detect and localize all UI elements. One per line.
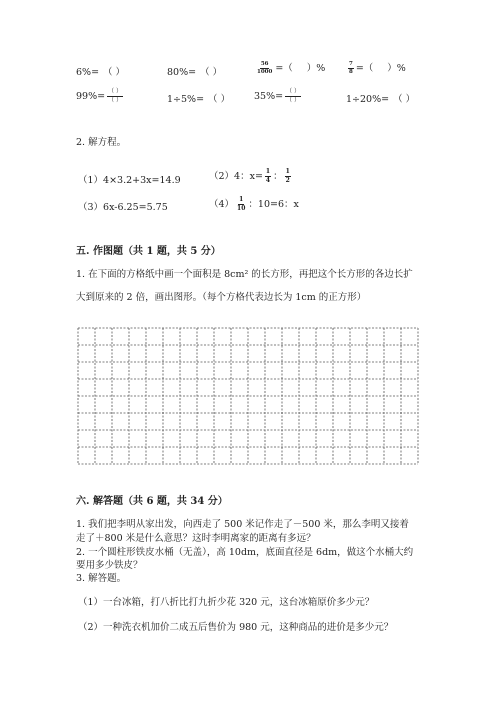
question-3-sub-2: （2）一种洗衣机加价二成五后售价为 980 元，这种商品的进价是多少元？ (78, 622, 394, 633)
section-5-text-1: 1. 在下面的方格纸中画一个面积是 8cm² 的长方形，再把这个长方形的各边长扩 (76, 269, 413, 280)
calc-mid: =（ (275, 63, 293, 74)
question-2-line-1: 2. 一个圆柱形铁皮水桶（无盖），高 10dm，底面直径是 6dm，做这个水桶大约 (76, 547, 414, 558)
fraction: $\frac{7}{8}$ (349, 60, 353, 75)
calc-item-2-3 (254, 89, 303, 104)
calc-left: 6%= (76, 67, 100, 78)
calc-item-1-3 (254, 60, 325, 76)
question-1-line-1: 1. 我们把李明从家出发，向西走了 500 米记作走了－500 米，那么李明又接着 (76, 519, 409, 530)
fraction-blank[interactable]: $\frac{( )}{( )}$ (108, 88, 122, 104)
calc-item-1-1 (76, 64, 125, 78)
section-5-title: 五. 作图题（共 1 题，共 5 分） (76, 246, 221, 257)
calc-item-1-4 (346, 60, 406, 76)
calc-item-2-1 (76, 89, 125, 104)
section-6-title: 六. 解答题（共 6 题，共 34 分） (76, 496, 228, 507)
calc-left: 99%= (76, 91, 106, 102)
equation-2: （2）4：x= $\frac{1}{4}$ ： $\frac{1}{2}$ (209, 168, 290, 184)
question-2-line-2: 要用多少铁皮？ (76, 560, 143, 571)
calc-mid: =（ (355, 63, 374, 74)
answer-blank[interactable]: （ ） (103, 67, 126, 78)
calc-right: ）% (306, 63, 326, 74)
equation-4: （4） $\frac{1}{10}$ ：10=6：x (209, 196, 299, 212)
calc-left: 1÷5%= (167, 94, 205, 105)
grid-paper[interactable] (77, 327, 427, 465)
calc-right: ）% (387, 63, 406, 74)
equations-heading: 2. 解方程。 (76, 137, 127, 148)
calc-left: 80%= (167, 67, 197, 78)
calc-item-1-2 (167, 64, 222, 78)
answer-blank[interactable]: （ ） (208, 94, 231, 105)
answer-blank[interactable]: （ ） (393, 94, 416, 105)
question-3-heading: 3. 解答题。 (76, 573, 127, 584)
question-1-line-2: 走了＋800 米是什么意思？这时李明离家的距离有多远？ (76, 533, 316, 544)
equation-3: （3）6x-6.25=5.75 (78, 202, 168, 213)
fraction: $\frac{1}{4}$ (265, 168, 271, 184)
calc-item-2-2 (167, 91, 230, 105)
fraction: $\frac{1}{10}$ (237, 196, 246, 212)
calc-item-2-4 (346, 91, 415, 105)
answer-blank[interactable]: （ ） (200, 67, 223, 78)
calc-left: 1÷20%= (346, 94, 390, 105)
equation-1: （1）4×3.2+3x=14.9 (78, 175, 181, 186)
section-5-text-2: 大到原来的 2 倍，画出图形。（每个方格代表边长为 1cm 的正方形） (76, 292, 367, 303)
fraction-blank[interactable]: $\frac{( )}{( )}$ (286, 88, 300, 104)
calc-left: 35%= (254, 91, 284, 102)
question-3-sub-1: （1）一台冰箱，打八折比打九折少花 320 元，这台冰箱原价多少元？ (78, 597, 375, 608)
fraction: $\frac{56}{1000}$ (257, 60, 273, 75)
fraction: $\frac{1}{2}$ (285, 168, 290, 184)
